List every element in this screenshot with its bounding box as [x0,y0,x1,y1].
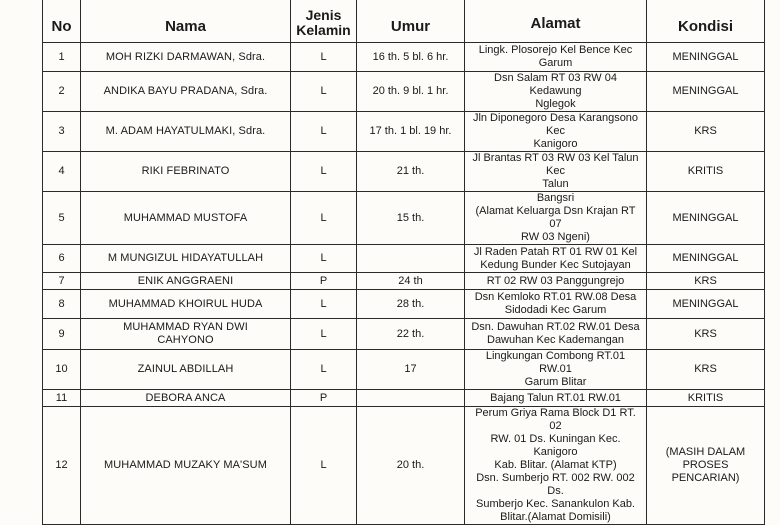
cell-alamat-line: Dsn. Dawuhan RT.02 RW.01 Desa [471,321,640,333]
cell-alamat-line: Jl Raden Patah RT 01 RW 01 Kel [473,245,638,258]
cell-nama [81,245,291,273]
cell-alamat-line: Sumberjo Kec. Sanankulon Kab. [476,498,635,510]
cell-kondisi [647,350,765,390]
cell-no-text: 10 [55,363,68,375]
cell-alamat-line: Bangsri [536,192,575,204]
cell-umur-text: 16 th. 5 bl. 6 hr. [372,50,449,63]
table-row [43,152,765,192]
cell-jenis-kelamin-text: P [319,274,328,287]
cell-umur [357,152,465,192]
cell-alamat-line: Dawuhan Kec Kademangan [487,334,624,346]
cell-kondisi [647,245,765,273]
cell-nama-text: M. ADAM HAYATULMAKI, Sdra. [105,125,266,137]
cell-kondisi-line: MENINGGAL [672,50,739,63]
cell-jenis-kelamin [291,319,357,350]
cell-no [43,390,81,407]
cell-umur [357,72,465,112]
victim-table [42,0,765,525]
cell-no-text: 7 [58,274,65,287]
cell-kondisi [647,43,765,72]
cell-jenis-kelamin-text: L [320,459,327,471]
cell-no [43,407,81,525]
cell-no [43,43,81,72]
cell-jenis-kelamin [291,112,357,152]
cell-nama [81,112,291,152]
cell-alamat-line: Nglegok [535,98,576,110]
table-row [43,192,765,245]
cell-umur-text: 17 [404,363,417,375]
cell-alamat-line: Dsn. Sumberjo RT. 002 RW. 002 Ds. [476,472,635,497]
cell-nama-text: ZAINUL ABDILLAH [137,363,234,375]
cell-jenis-kelamin-text: L [320,211,327,224]
header-jenis-kelamin-bottom: Kelamin [296,22,351,38]
cell-no-text: 3 [58,125,65,137]
cell-nama [81,43,291,72]
cell-nama [81,290,291,319]
cell-umur-text: 15 th. [396,211,425,224]
cell-alamat [465,390,647,407]
cell-no-text: 5 [58,211,65,224]
cell-nama-text: MUHAMMAD MUZAKY MA'SUM [104,459,267,471]
cell-alamat [465,112,647,152]
cell-nama-text: DEBORA ANCA [145,391,226,404]
cell-no-text: 9 [58,327,65,340]
cell-alamat-line: Talun [542,178,569,190]
header-row [43,0,765,43]
cell-jenis-kelamin [291,72,357,112]
cell-nama [81,350,291,390]
cell-umur-text: 24 th [398,274,423,287]
cell-jenis-kelamin [291,290,357,319]
cell-kondisi [647,112,765,152]
cell-kondisi-line: PROSES [682,459,729,471]
cell-alamat [465,350,647,390]
cell-kondisi [647,407,765,525]
cell-jenis-kelamin-text: L [320,363,327,375]
cell-nama-line: MUHAMMAD RYAN DWI [123,321,248,333]
cell-umur-text: 22 th. [396,327,425,340]
cell-alamat [465,152,647,192]
cell-alamat [465,43,647,72]
header-nama: Nama [81,0,291,43]
cell-alamat-line: RW. 01 Ds. Kuningan Kec. Kanigoro [490,433,621,458]
cell-umur-text: 20 th. 9 bl. 1 hr. [372,85,449,97]
cell-alamat-line: Lingk. Plosorejo Kel Bence Kec [478,44,633,56]
cell-no-text: 8 [58,297,65,310]
cell-umur [357,43,465,72]
cell-jenis-kelamin-text: L [320,165,327,177]
table-row [43,273,765,290]
cell-no-text: 2 [58,85,65,97]
cell-alamat [465,319,647,350]
cell-no-text: 11 [55,391,68,404]
cell-umur [357,350,465,390]
cell-alamat [465,245,647,273]
cell-alamat-line: Sidodadi Kec Garum [504,304,607,316]
cell-jenis-kelamin-text: L [320,252,327,264]
cell-jenis-kelamin [291,245,357,273]
cell-umur [357,273,465,290]
cell-alamat-line: Garum Blitar [524,376,587,388]
table-row [43,43,765,72]
cell-kondisi-line: MENINGGAL [672,85,739,97]
cell-jenis-kelamin-text: L [320,50,327,63]
cell-alamat-line: Blitar.(Alamat Domisili) [500,511,611,523]
header-no: No [43,0,81,43]
cell-alamat-line: Lingkungan Combong RT.01 RW.01 [485,350,626,375]
table-row [43,350,765,390]
table-row [43,245,765,273]
cell-jenis-kelamin-text: P [319,391,328,404]
cell-kondisi-line: PENCARIAN) [671,472,740,484]
cell-no-text: 4 [58,165,65,177]
cell-kondisi [647,273,765,290]
table-body [43,43,765,525]
cell-nama-text: RIKI FEBRINATO [141,165,230,177]
cell-kondisi [647,390,765,407]
cell-alamat-line: Perum Griya Rama Block D1 RT. 02 [475,407,636,432]
cell-kondisi-line: (MASIH DALAM [665,446,746,458]
cell-nama-text: M MUNGIZUL HIDAYATULLAH [107,252,264,264]
cell-nama [81,273,291,290]
cell-alamat [465,192,647,245]
table-row [43,112,765,152]
table-row [43,319,765,350]
cell-alamat-line: Kanigoro [533,138,578,150]
table-row [43,72,765,112]
cell-nama-text: MUHAMMAD MUSTOFA [123,211,248,224]
cell-nama [81,407,291,525]
cell-kondisi-line: KRS [694,363,717,375]
cell-nama-line: CAHYONO [157,334,214,346]
cell-no [43,112,81,152]
cell-jenis-kelamin [291,152,357,192]
cell-alamat [465,290,647,319]
cell-kondisi-line: KRITIS [687,391,724,404]
cell-no-text: 6 [58,252,65,264]
cell-no [43,72,81,112]
cell-jenis-kelamin-text: L [320,327,327,340]
header-jenis-kelamin-top: Jenis [305,7,342,23]
cell-jenis-kelamin [291,390,357,407]
cell-umur [357,390,465,407]
header-jenis-kelamin [291,0,357,43]
cell-umur-text: 17 th. 1 bl. 19 hr. [369,125,452,137]
cell-jenis-kelamin-text: L [320,85,327,97]
cell-no [43,319,81,350]
cell-alamat-line: RW 03 Ngeni) [521,231,590,243]
cell-jenis-kelamin-text: L [320,297,327,310]
cell-kondisi [647,72,765,112]
cell-kondisi-line: KRS [694,274,717,287]
cell-kondisi-line: MENINGGAL [672,211,739,224]
cell-umur-text: 21 th. [396,165,425,177]
cell-no [43,350,81,390]
cell-jenis-kelamin [291,407,357,525]
table-row [43,407,765,525]
cell-umur [357,245,465,273]
header-alamat: Alamat [465,0,647,43]
cell-jenis-kelamin [291,273,357,290]
cell-alamat-line: RT 02 RW 03 Panggungrejo [486,274,625,287]
cell-kondisi [647,290,765,319]
cell-alamat-line: Dsn Salam RT 03 RW 04 Kedawung [494,72,617,97]
cell-no-text: 1 [58,50,65,63]
table-row [43,290,765,319]
cell-nama-text: MOH RIZKI DARMAWAN, Sdra. [105,50,266,63]
cell-kondisi-line: KRS [694,125,717,137]
cell-alamat-line: Bajang Talun RT.01 RW.01 [490,391,621,404]
cell-alamat [465,407,647,525]
cell-umur [357,407,465,525]
cell-no [43,192,81,245]
table-row [43,390,765,407]
cell-no [43,152,81,192]
cell-kondisi [647,152,765,192]
cell-alamat [465,273,647,290]
cell-alamat [465,72,647,112]
cell-umur [357,290,465,319]
header-umur: Umur [357,0,465,43]
cell-no-text: 12 [55,459,68,471]
cell-kondisi-line: KRITIS [687,165,724,177]
cell-no [43,245,81,273]
cell-jenis-kelamin [291,350,357,390]
cell-nama-text: MUHAMMAD KHOIRUL HUDA [108,297,263,310]
cell-umur [357,112,465,152]
cell-umur [357,192,465,245]
cell-umur [357,319,465,350]
cell-nama [81,72,291,112]
cell-jenis-kelamin [291,43,357,72]
cell-alamat-line: Kedung Bunder Kec Sutojayan [480,258,631,271]
cell-alamat-line: Jl Brantas RT 03 RW 03 Kel Talun Kec [472,152,639,177]
cell-umur-text: 28 th. [396,297,425,310]
cell-jenis-kelamin-text: L [320,125,327,137]
cell-alamat-line: Jln Diponegoro Desa Karangsono Kec [472,112,639,137]
cell-nama [81,192,291,245]
cell-alamat-line: (Alamat Keluarga Dsn Krajan RT 07 [475,205,636,230]
cell-jenis-kelamin [291,192,357,245]
cell-nama-text: ANDIKA BAYU PRADANA, Sdra. [103,85,268,97]
cell-kondisi [647,192,765,245]
cell-kondisi-line: MENINGGAL [672,297,739,310]
cell-alamat-line: Kab. Blitar. (Alamat KTP) [494,459,617,471]
header-kondisi: Kondisi [647,0,765,43]
cell-nama-text: ENIK ANGGRAENI [137,274,234,287]
cell-nama [81,152,291,192]
cell-nama [81,390,291,407]
cell-kondisi-line: MENINGGAL [672,252,739,264]
cell-kondisi-line: KRS [694,327,717,340]
cell-no [43,273,81,290]
cell-no [43,290,81,319]
cell-nama [81,319,291,350]
cell-alamat-line: Garum [538,57,573,69]
cell-umur-text: 20 th. [396,459,425,471]
cell-kondisi [647,319,765,350]
cell-alamat-line: Dsn Kemloko RT.01 RW.08 Desa [474,291,637,303]
